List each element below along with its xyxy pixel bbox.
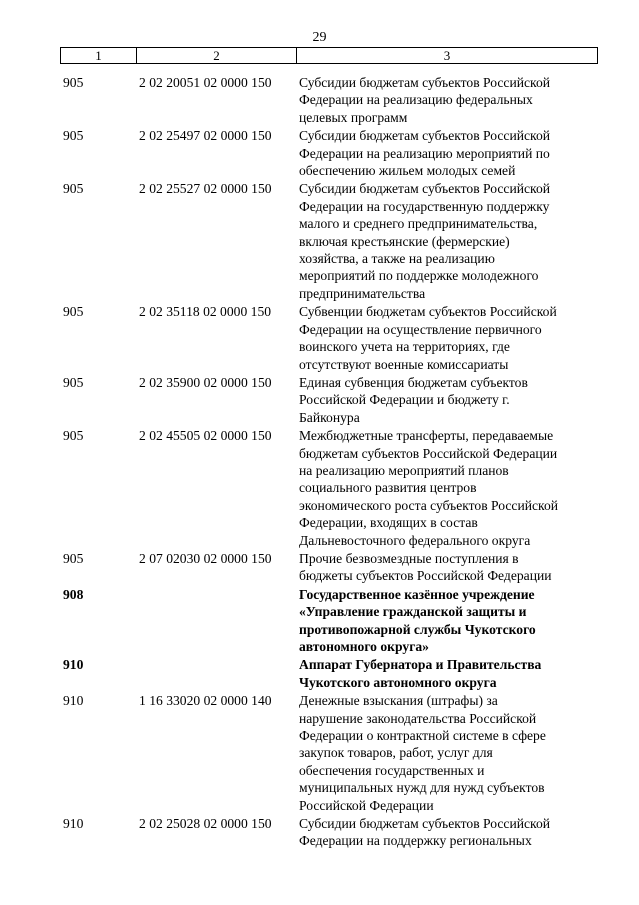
description-line: отсутствуют военные комиссариаты — [299, 356, 509, 372]
revenue-description — [299, 550, 600, 585]
description-line: на реализацию мероприятий планов — [299, 462, 509, 478]
description-line: бюджетам субъектов Российской Федерации — [299, 445, 558, 461]
table-body — [60, 74, 600, 851]
description-line: малого и среднего предпринимательства, — [299, 216, 538, 232]
description-line: предпринимательства — [299, 285, 426, 301]
description-line: социального развития центров — [299, 480, 477, 496]
budget-classification-code — [139, 586, 299, 656]
description-line: Российской Федерации и бюджету г. — [299, 392, 510, 408]
description-line: Межбюджетные трансферты, передаваемые — [299, 428, 554, 444]
column-header-1: 1 — [61, 48, 137, 64]
table-row — [60, 815, 600, 850]
description-line: целевых программ — [299, 109, 408, 125]
revenue-description — [299, 427, 600, 549]
description-line: бюджеты субъектов Российской Федерации — [299, 568, 552, 584]
budget-classification-code: 2 02 35118 02 0000 150 — [139, 304, 272, 320]
table-row — [60, 550, 600, 585]
description-line: обеспечения государственных и — [299, 762, 485, 778]
description-line: автономного округа» — [299, 639, 429, 654]
revenue-description — [299, 374, 600, 426]
description-line: Федерации на поддержку региональных — [299, 833, 532, 849]
table-row — [60, 127, 600, 179]
admin-code: 910 — [63, 657, 84, 673]
column-header-3: 3 — [297, 48, 598, 64]
table-row — [60, 180, 600, 302]
description-line: Государственное казённое учреждение — [299, 586, 535, 602]
budget-classification-code: 2 07 02030 02 0000 150 — [139, 550, 272, 566]
description-line: Российской Федерации — [299, 797, 434, 813]
description-line: Федерации, входящих в состав — [299, 515, 478, 531]
description-line: Денежные взыскания (штрафы) за — [299, 693, 498, 709]
admin-code: 905 — [63, 374, 84, 390]
table-row — [60, 303, 600, 373]
revenue-description — [299, 692, 600, 814]
description-line: экономического роста субъектов Российской — [299, 497, 559, 513]
table-row — [60, 692, 600, 814]
description-line: Субсидии бюджетам субъектов Российской — [299, 816, 551, 832]
admin-code: 905 — [63, 181, 84, 197]
budget-classification-code — [139, 656, 299, 691]
admin-code: 905 — [63, 304, 84, 320]
description-line: Субсидии бюджетам субъектов Российской — [299, 128, 551, 144]
column-header-2: 2 — [137, 48, 297, 64]
revenue-description — [299, 586, 600, 656]
budget-classification-code: 2 02 25497 02 0000 150 — [139, 128, 272, 144]
revenue-description — [299, 303, 600, 373]
description-line: Федерации на государственную поддержку — [299, 198, 550, 214]
revenue-description — [299, 815, 600, 850]
description-line: Федерации о контрактной системе в сфере — [299, 728, 546, 744]
description-line: Дальневосточного федерального округа — [299, 532, 531, 548]
table-row — [60, 74, 600, 126]
budget-classification-code: 2 02 35900 02 0000 150 — [139, 374, 272, 390]
budget-classification-code: 2 02 45505 02 0000 150 — [139, 428, 272, 444]
table-row — [60, 427, 600, 549]
revenue-description — [299, 74, 600, 126]
revenue-description — [299, 180, 600, 302]
admin-code: 905 — [63, 128, 84, 144]
admin-code: 905 — [63, 550, 84, 566]
admin-code: 910 — [63, 816, 84, 832]
budget-classification-code: 2 02 20051 02 0000 150 — [139, 75, 272, 90]
description-line: Федерации на реализацию федеральных — [299, 92, 533, 108]
description-line: муниципальных нужд для нужд субъектов — [299, 780, 545, 796]
column-header-table — [60, 47, 598, 64]
page-number: 29 — [312, 30, 327, 45]
description-line: обеспечению жильем молодых семей — [299, 163, 516, 179]
budget-classification-code: 2 02 25527 02 0000 150 — [139, 181, 272, 197]
description-line: Чукотского автономного округа — [299, 674, 497, 690]
description-line: Федерации на осуществление первичного — [299, 321, 542, 337]
description-line: Единая субвенция бюджетам субъектов — [299, 374, 528, 390]
description-line: Прочие безвозмездные поступления в — [299, 550, 519, 566]
description-line: Субсидии бюджетам субъектов Российской — [299, 75, 551, 90]
admin-code: 908 — [63, 586, 84, 602]
revenue-description — [299, 656, 600, 691]
budget-classification-code: 1 16 33020 02 0000 140 — [139, 693, 272, 709]
revenue-description — [299, 127, 600, 179]
description-line: Федерации на реализацию мероприятий по — [299, 145, 550, 161]
budget-classification-code: 2 02 25028 02 0000 150 — [139, 816, 272, 832]
description-line: противопожарной службы Чукотского — [299, 621, 536, 637]
table-row — [60, 656, 600, 691]
description-line: мероприятий по поддержке молодежного — [299, 268, 539, 284]
column-header-row — [61, 48, 598, 64]
table-row — [60, 586, 600, 656]
description-line: Субвенции бюджетам субъектов Российской — [299, 304, 557, 320]
description-line: хозяйства, а также на реализацию — [299, 251, 495, 267]
table-row — [60, 374, 600, 426]
description-line: закупок товаров, работ, услуг для — [299, 745, 493, 761]
description-line: включая крестьянские (фермерские) — [299, 233, 510, 249]
description-line: воинского учета на территориях, где — [299, 339, 510, 355]
description-line: «Управление гражданской защиты и — [299, 604, 527, 620]
admin-code: 910 — [63, 693, 84, 709]
description-line: Байконура — [299, 409, 360, 425]
admin-code: 905 — [63, 75, 84, 90]
description-line: нарушение законодательства Российской — [299, 710, 537, 726]
description-line: Аппарат Губернатора и Правительства — [299, 657, 542, 673]
admin-code: 905 — [63, 428, 84, 444]
description-line: Субсидии бюджетам субъектов Российской — [299, 181, 551, 197]
